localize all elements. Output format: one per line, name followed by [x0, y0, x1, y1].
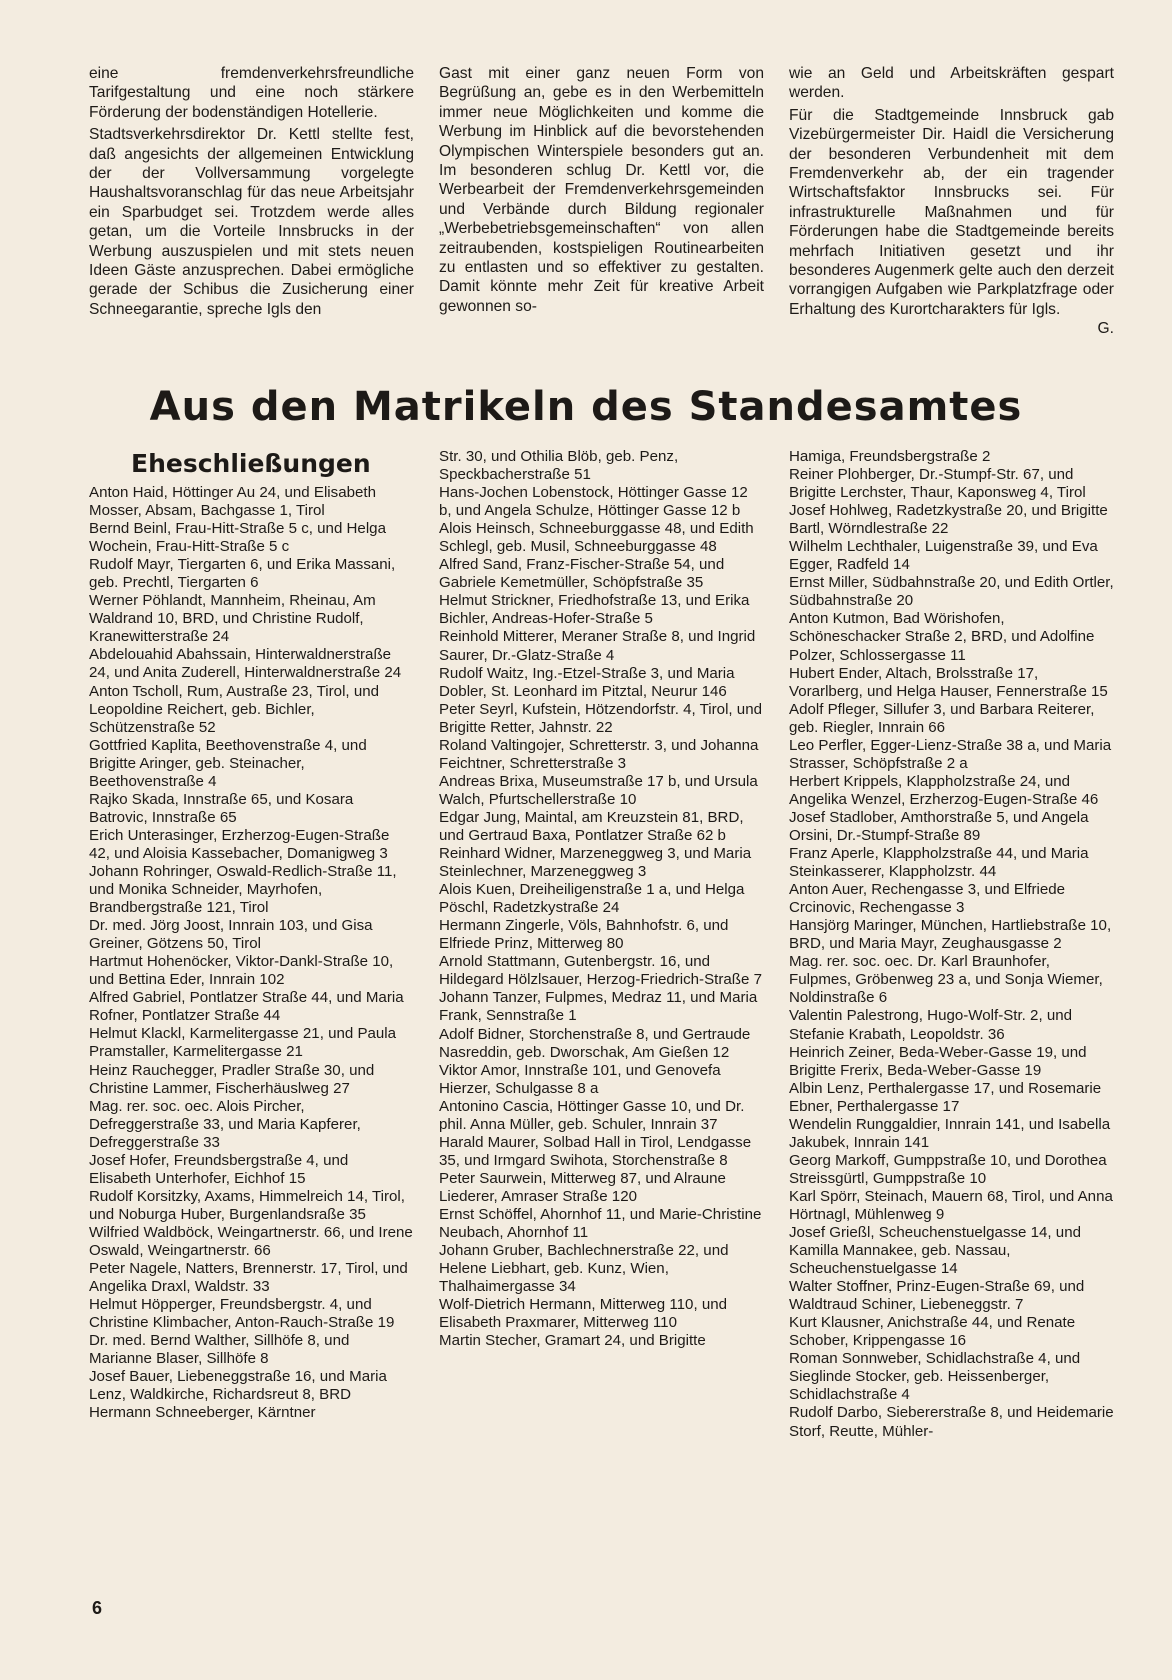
marriage-entry: Helmut Klackl, Karmelitergasse 21, und Paula Pramstaller, Karmelitergasse 21	[89, 1025, 397, 1061]
marriage-entry: Viktor Amor, Innstraße 101, und Genovefa Hierzer, Schulgasse 8 a	[439, 1061, 721, 1097]
marriage-entry: Bernd Beinl, Frau-Hitt-Straße 5 c, und Helga Wochein, Frau-Hitt-Straße 5 c	[89, 520, 386, 556]
marriage-entry: Antonino Cascia, Höttinger Gasse 10, und Dr. phil. Anna Müller, geb. Schuler, Innrain 37	[439, 1097, 745, 1133]
marriage-entry: Peter Seyrl, Kufstein, Hötzendorfstr. 4, Tirol, und Brigitte Retter, Jahnstr. 22	[439, 700, 762, 736]
marriage-entry: Werner Pöhlandt, Mannheim, Rheinau, Am Waldrand 10, BRD, und Christine Rudolf, Kranewitterstraße 24	[89, 592, 376, 646]
marriage-entry: Peter Saurwein, Mitterweg 87, und Alraune Liederer, Amraser Straße 120	[439, 1169, 726, 1205]
marriage-entry: Rajko Skada, Innstraße 65, und Kosara Batrovic, Innstraße 65	[89, 790, 354, 826]
article-column-2	[439, 64, 764, 342]
marriage-entry: Martin Stecher, Gramart 24, und Brigitte	[439, 1332, 706, 1350]
marriages-column-3	[789, 448, 1114, 1441]
marriage-entry: Hubert Ender, Altach, Brolsstraße 17, Vorarlberg, und Helga Hauser, Fennerstraße 15	[789, 664, 1108, 700]
article-paragraph: wie an Geld und Arbeitskräften gespart werden.	[789, 65, 1114, 102]
marriage-entry: Roman Sonnweber, Schidlachstraße 4, und Sieglinde Stocker, geb. Heissenberger, Schidlachstraße 4	[789, 1350, 1081, 1404]
page-title: Aus den Matrikeln des Standesamtes	[149, 384, 1023, 430]
marriage-entry: Albin Lenz, Perthalergasse 17, und Rosemarie Ebner, Perthalergasse 17	[789, 1079, 1102, 1115]
marriage-entry: Wilhelm Lechthaler, Luigenstraße 39, und Eva Egger, Radfeld 14	[789, 538, 1098, 574]
marriage-entry: Johann Rohringer, Oswald-Redlich-Straße 11, und Monika Schneider, Mayrhofen, Brandbergstraße 121, Tirol	[89, 862, 397, 917]
marriage-entry: Johann Gruber, Bachlechnerstraße 22, und Helene Liebhart, geb. Kunz, Wien, Thalhaimergasse 34	[439, 1242, 729, 1296]
marriage-entry: Anton Tscholl, Rum, Austraße 23, Tirol, und Leopoldine Reichert, geb. Bichler, Schützenstraße 52	[89, 682, 380, 736]
marriage-entry: Josef Bauer, Liebeneggstraße 16, und Maria Lenz, Waldkirche, Richardsreut 8, BRD	[89, 1368, 387, 1404]
article-column-3	[789, 64, 1114, 342]
article-continuation	[89, 64, 1114, 342]
marriage-entry: Harald Maurer, Solbad Hall in Tirol, Lendgasse 35, und Irmgard Swihota, Storchenstraße 8	[439, 1133, 752, 1169]
marriage-entry: Hansjörg Maringer, München, Hartliebstraße 10, BRD, und Maria Mayr, Zeughausgasse 2	[789, 917, 1112, 953]
marriage-entry: Rudolf Mayr, Tiergarten 6, und Erika Massani, geb. Prechtl, Tiergarten 6	[89, 556, 396, 592]
article-paragraph: Stadtsverkehrsdirektor Dr. Kettl stellte fest, daß angesichts der allgemeinen Entwicklung der der Vollversammung vorgelegte Haushaltsvoranschlag für das neue Arbeitsjahr ein Sparbudget sei. Trotzdem werde alles getan, um die Vorteile Innsbrucks in der Werbung auszuspielen und mit stets neuen Ideen Gäste anzusprechen. Dabei ermögliche gerade der Schibus die Zusicherung einer Schneegarantie, spreche Igls den	[89, 126, 414, 318]
marriage-entry: Dr. med. Bernd Walther, Sillhöfe 8, und Marianne Blaser, Sillhöfe 8	[89, 1332, 350, 1368]
marriage-entry: Josef Grießl, Scheuchenstuelgasse 14, und Kamilla Mannakee, geb. Nassau, Scheuchenstuelgasse 14	[789, 1224, 1081, 1278]
marriage-entry: Hermann Schneeberger, Kärntner	[89, 1404, 316, 1422]
registry-section	[89, 448, 1114, 1441]
marriage-entry: Kurt Klausner, Anichstraße 44, und Renate Schober, Krippengasse 16	[789, 1314, 1076, 1350]
article-paragraph: Für die Stadtgemeinde Innsbruck gab Vizebürgermeister Dir. Haidl die Versicherung der besonderen Verbundenheit mit dem Fremdenverkehr ab, der ein tragender Wirtschaftsfaktor Innsbrucks sei. Für infrastrukturelle Maßnahmen und für Förderungen habe die Stadtgemeinde bereits mehrfach Initiativen gesetzt und ihr besonderes Augenmerk gelte auch den derzeit vorrangigen Aufgaben wie Parkplatzfrage oder Erhaltung des Kurortcharakters für Igls.	[789, 106, 1114, 318]
marriage-entry: Hamiga, Freundsbergstraße 2	[789, 448, 991, 465]
article-paragraph: Gast mit einer ganz neuen Form von Begrüßung an, gebe es in den Werbemitteln immer neue Möglichkeiten und komme die Werbung im Hinblick auf die bevorstehenden Olympischen Winterspiele besonders gut an. Im besonderen schlug Dr. Kettl vor, die Werbearbeit der Fremdenverkehrsgemeinden und Verbände durch Bildung regionaler „Werbebetriebsgemeinschaften“ von allen zeitraubenden, kostspieligen Routinearbeiten zu entlasten und so effektiver zu gestalten. Damit könnte mehr Zeit für kreative Arbeit gewonnen so-	[439, 65, 764, 315]
marriage-entry: Adolf Pfleger, Sillufer 3, und Barbara Reiterer, geb. Riegler, Innrain 66	[789, 700, 1095, 736]
marriage-entry: Abdelouahid Abahssain, Hinterwaldnerstraße 24, und Anita Zuderell, Hinterwaldnerstraße 24	[89, 646, 402, 682]
marriage-entry: Wolf-Dietrich Hermann, Mitterweg 110, und Elisabeth Praxmarer, Mitterweg 110	[439, 1296, 728, 1332]
author-signature: G.	[1097, 320, 1114, 338]
marriage-entry: Heinz Rauchegger, Pradler Straße 30, und Christine Lammer, Fischerhäuslweg 27	[89, 1061, 375, 1097]
marriage-entry: Reinhard Widner, Marzeneggweg 3, und Maria Steinlechner, Marzeneggweg 3	[439, 845, 752, 881]
marriage-entry: Josef Hohlweg, Radetzkystraße 20, und Brigitte Bartl, Wörndlestraße 22	[789, 502, 1108, 538]
marriage-entry: Hans-Jochen Lobenstock, Höttinger Gasse 12 b, und Angela Schulze, Höttinger Gasse 12 b	[439, 484, 748, 520]
marriage-entry: Anton Auer, Rechengasse 3, und Elfriede Crcinovic, Rechengasse 3	[789, 881, 1066, 917]
marriage-entry: Ernst Schöffel, Ahornhof 11, und Marie-Christine Neubach, Ahornhof 11	[439, 1205, 762, 1242]
marriage-entry: Heinrich Zeiner, Beda-Weber-Gasse 19, und Brigitte Frerix, Beda-Weber-Gasse 19	[789, 1043, 1087, 1079]
marriage-entry: Hermann Zingerle, Völs, Bahnhofstr. 6, und Elfriede Prinz, Mitterweg 80	[439, 917, 729, 953]
marriage-entry: Alfred Sand, Franz-Fischer-Straße 54, und Gabriele Kemetmüller, Schöpfstraße 35	[439, 556, 725, 592]
marriage-entry: Leo Perfler, Egger-Lienz-Straße 38 a, und Maria Strasser, Schöpfstraße 2 a	[789, 736, 1112, 772]
marriage-entry: Arnold Stattmann, Gutenbergstr. 16, und Hildegard Hölzlsauer, Herzog-Friedrich-Straße 7	[439, 953, 762, 989]
marriage-entry: Alfred Gabriel, Pontlatzer Straße 44, und Maria Rofner, Pontlatzer Straße 44	[89, 989, 404, 1025]
marriage-entry: Walter Stoffner, Prinz-Eugen-Straße 69, und Waldtraud Schiner, Liebeneggstr. 7	[789, 1278, 1085, 1314]
marriage-entry: Edgar Jung, Maintal, am Kreuzstein 81, BRD, und Gertraud Baxa, Pontlatzer Straße 62 b	[439, 808, 744, 844]
marriage-entry: Rudolf Darbo, Siebererstraße 8, und Heidemarie Storf, Reutte, Mühler-	[789, 1404, 1114, 1440]
marriage-entry: Roland Valtingojer, Schretterstr. 3, und Johanna Feichtner, Schretterstraße 3	[439, 736, 759, 772]
marriage-entry: Alois Kuen, Dreiheiligenstraße 1 a, und Helga Pöschl, Radetzkystraße 24	[439, 881, 745, 917]
marriage-entry: Herbert Krippels, Klappholzstraße 24, und Angelika Wenzel, Erzherzog-Eugen-Straße 46	[789, 772, 1099, 808]
marriage-entry: Helmut Strickner, Friedhofstraße 13, und Erika Bichler, Andreas-Hofer-Straße 5	[439, 592, 750, 628]
marriage-entry: Valentin Palestrong, Hugo-Wolf-Str. 2, und Stefanie Krabath, Leopoldstr. 36	[789, 1007, 1073, 1043]
marriage-entry: Anton Kutmon, Bad Wörishofen, Schöneschacker Straße 2, BRD, und Adolfine Polzer, Schlossergasse 11	[789, 610, 1095, 664]
marriage-entry: Alois Heinsch, Schneeburggasse 48, und Edith Schlegl, geb. Musil, Schneeburggasse 48	[439, 520, 754, 556]
marriage-entry: Rudolf Waitz, Ing.-Etzel-Straße 3, und Maria Dobler, St. Leonhard im Pitztal, Neurur 146	[439, 664, 735, 700]
marriage-entry: Josef Stadlober, Amthorstraße 5, und Angela Orsini, Dr.-Stumpf-Straße 89	[789, 808, 1089, 844]
marriage-entry: Andreas Brixa, Museumstraße 17 b, und Ursula Walch, Pfurtschellerstraße 10	[439, 772, 758, 808]
marriage-entry: Wilfried Waldböck, Weingartnerstr. 66, und Irene Oswald, Weingartnerstr. 66	[89, 1223, 413, 1259]
marriage-entry: Peter Nagele, Natters, Brennerstr. 17, Tirol, und Angelika Draxl, Waldstr. 33	[89, 1260, 408, 1296]
marriage-entry: Hartmut Hohenöcker, Viktor-Dankl-Straße 10, und Bettina Eder, Innrain 102	[89, 953, 394, 989]
marriage-entry: Josef Hofer, Freundsbergstraße 4, und Elisabeth Unterhofer, Eichhof 15	[89, 1151, 349, 1187]
marriages-column-1	[89, 448, 414, 1441]
page-number: 6	[92, 1598, 103, 1618]
marriage-entry: Ernst Miller, Südbahnstraße 20, und Edith Ortler, Südbahnstraße 20	[789, 574, 1114, 610]
marriage-entry: Johann Tanzer, Fulpmes, Medraz 11, und Maria Frank, Sennstraße 1	[439, 989, 758, 1025]
marriage-entry: Str. 30, und Othilia Blöb, geb. Penz, Speckbacherstraße 51	[439, 448, 679, 484]
marriages-column-2	[439, 448, 764, 1441]
marriage-entry: Mag. rer. soc. oec. Alois Pircher, Defreggerstraße 33, und Maria Kapferer, Defreggerstraße 33	[89, 1097, 361, 1151]
marriage-entry: Rudolf Korsitzky, Axams, Himmelreich 14, Tirol, und Noburga Huber, Burgenlandsraße 35	[89, 1187, 405, 1223]
section-heading: Eheschließungen	[131, 449, 371, 478]
marriage-entry: Erich Unterasinger, Erzherzog-Eugen-Straße 42, und Aloisia Kassebacher, Domanigweg 3	[89, 826, 390, 862]
marriage-entry: Adolf Bidner, Storchenstraße 8, und Gertraude Nasreddin, geb. Dworschak, Am Gießen 12	[439, 1025, 751, 1061]
marriage-entry: Karl Spörr, Steinach, Mauern 68, Tirol, und Anna Hörtnagl, Mühlenweg 9	[789, 1187, 1113, 1223]
marriage-entry: Georg Markoff, Gumppstraße 10, und Dorothea Streissgürtl, Gumppstraße 10	[789, 1151, 1107, 1187]
marriage-entry: Reiner Plohberger, Dr.-Stumpf-Str. 67, und Brigitte Lerchster, Thaur, Kaponsweg 4, Tirol	[789, 466, 1086, 502]
marriage-entry: Gottfried Kaplita, Beethovenstraße 4, und Brigitte Aringer, geb. Steinacher, Beethovenstraße 4	[89, 736, 367, 790]
article-column-1	[89, 64, 414, 342]
marriage-entry: Mag. rer. soc. oec. Dr. Karl Braunhofer, Fulpmes, Gröbenweg 23 a, und Sonja Wiemer, Noldinstraße 6	[789, 953, 1103, 1007]
marriage-entry: Anton Haid, Höttinger Au 24, und Elisabeth Mosser, Absam, Bachgasse 1, Tirol	[89, 484, 376, 520]
marriage-entry: Dr. med. Jörg Joost, Innrain 103, und Gisa Greiner, Götzens 50, Tirol	[89, 917, 373, 953]
marriage-entry: Reinhold Mitterer, Meraner Straße 8, und Ingrid Saurer, Dr.-Glatz-Straße 4	[439, 628, 756, 664]
marriage-entry: Wendelin Runggaldier, Innrain 141, und Isabella Jakubek, Innrain 141	[789, 1115, 1111, 1151]
marriage-entry: Franz Aperle, Klappholzstraße 44, und Maria Steinkasserer, Klappholzstr. 44	[789, 845, 1089, 881]
marriage-entry: Helmut Höpperger, Freundsbergstr. 4, und Christine Klimbacher, Anton-Rauch-Straße 19	[89, 1296, 395, 1332]
article-paragraph: eine fremdenverkehrsfreundliche Tarifgestaltung und eine noch stärkere Förderung der bodenständigen Hotellerie.	[89, 65, 414, 121]
